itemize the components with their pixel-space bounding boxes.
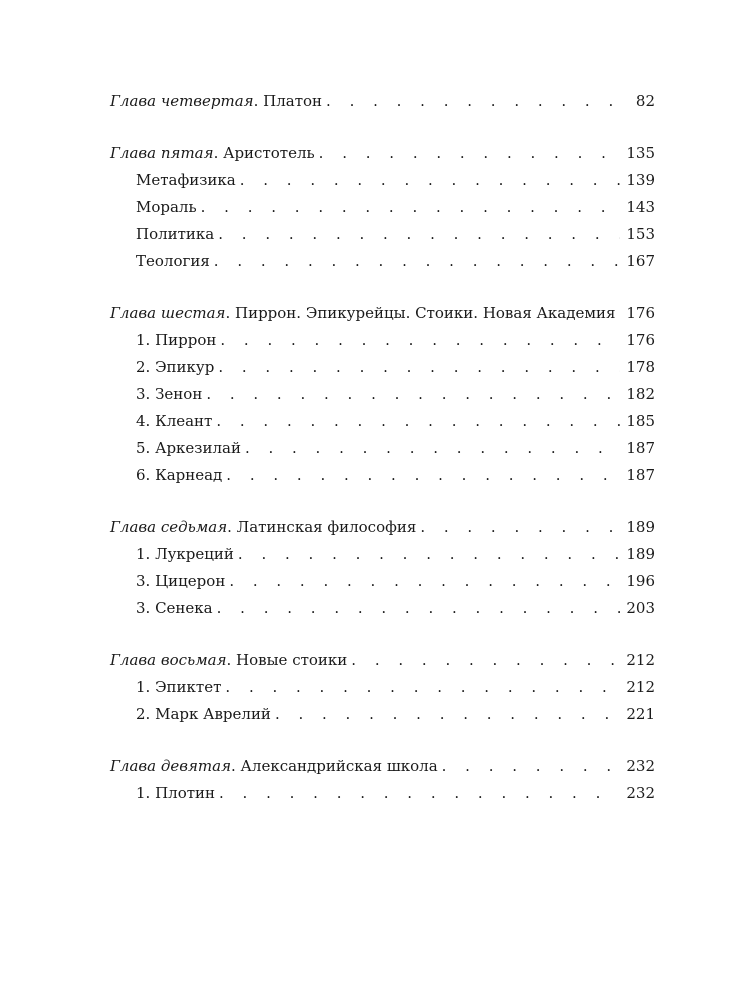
page-number: 212 xyxy=(626,651,655,669)
chapter-heading xyxy=(110,88,322,115)
dot-leader xyxy=(218,354,620,381)
chapter-heading xyxy=(110,140,315,167)
item-label: 1. Пиррон xyxy=(136,331,217,349)
dot-leader xyxy=(326,88,627,115)
page-number: 182 xyxy=(626,385,655,403)
page-number: 176 xyxy=(626,331,655,349)
toc-chapter-9 xyxy=(110,753,655,780)
dot-leader xyxy=(225,674,620,701)
dot-leader xyxy=(442,753,621,780)
toc-item xyxy=(110,248,655,275)
page-number: 139 xyxy=(626,171,655,189)
toc-item xyxy=(110,674,655,701)
item-label: 5. Аркезилай xyxy=(136,439,241,457)
item-label: 6. Карнеад xyxy=(136,466,223,484)
chapter-word: Глава шестая xyxy=(110,304,226,322)
chapter-title: . Новые стоики xyxy=(226,651,348,669)
toc-chapter-5 xyxy=(110,140,655,167)
chapter-word: Глава девятая xyxy=(110,757,232,775)
item-label: 1. Эпиктет xyxy=(136,678,222,696)
page-number: 185 xyxy=(626,412,655,430)
page-number: 153 xyxy=(626,225,655,243)
dot-leader xyxy=(214,248,621,275)
chapter-title: . Аристотель xyxy=(213,144,315,162)
toc-item xyxy=(110,435,655,462)
toc-item xyxy=(110,780,655,807)
chapter-word: Глава четвертая xyxy=(110,92,254,110)
item-label: 3. Зенон xyxy=(136,385,203,403)
page-number: 189 xyxy=(626,545,655,563)
chapter-title: . Александрийская школа xyxy=(231,757,438,775)
page-number: 167 xyxy=(626,252,655,270)
chapter-word: Глава пятая xyxy=(110,144,214,162)
toc-item xyxy=(110,595,655,622)
toc-item xyxy=(110,701,655,728)
toc-chapter-7 xyxy=(110,514,655,541)
dot-leader xyxy=(319,140,621,167)
page-number: 232 xyxy=(626,757,655,775)
dot-leader xyxy=(229,568,620,595)
chapter-heading xyxy=(110,753,438,780)
page-number: 232 xyxy=(626,784,655,802)
item-label: 2. Марк Аврелий xyxy=(136,705,271,723)
page-number: 82 xyxy=(635,92,655,110)
toc-item xyxy=(110,194,655,221)
toc-item xyxy=(110,408,655,435)
toc-chapter-6 xyxy=(110,300,655,327)
dot-leader xyxy=(619,300,620,327)
page-number: 187 xyxy=(626,439,655,457)
chapter-title: . Пиррон. Эпикурейцы. Стоики. Новая Академия xyxy=(225,304,616,322)
page-number: 178 xyxy=(626,358,655,376)
toc-item xyxy=(110,327,655,354)
toc-item xyxy=(110,541,655,568)
table-of-contents xyxy=(110,88,655,807)
chapter-heading xyxy=(110,514,416,541)
chapter-heading xyxy=(110,647,347,674)
chapter-title: . Латинская философия xyxy=(227,518,417,536)
dot-leader xyxy=(245,435,620,462)
item-label: Теология xyxy=(136,252,210,270)
dot-leader xyxy=(217,595,621,622)
page-number: 196 xyxy=(626,572,655,590)
chapter-heading xyxy=(110,300,615,327)
page-number: 189 xyxy=(626,518,655,536)
dot-leader xyxy=(219,780,620,807)
dot-leader xyxy=(206,381,620,408)
toc-item xyxy=(110,568,655,595)
item-label: 1. Плотин xyxy=(136,784,216,802)
item-label: 1. Лукреций xyxy=(136,545,234,563)
dot-leader xyxy=(216,408,620,435)
dot-leader xyxy=(226,462,620,489)
page-number: 143 xyxy=(626,198,655,216)
toc-item xyxy=(110,381,655,408)
toc-item xyxy=(110,167,655,194)
page-number: 187 xyxy=(626,466,655,484)
toc-item xyxy=(110,221,655,248)
item-label: 3. Цицерон xyxy=(136,572,226,590)
toc-chapter-4 xyxy=(110,88,655,115)
page-number: 221 xyxy=(626,705,655,723)
chapter-title: . Платон xyxy=(253,92,323,110)
page-number: 203 xyxy=(626,599,655,617)
dot-leader xyxy=(275,701,620,728)
dot-leader xyxy=(240,167,621,194)
dot-leader xyxy=(420,514,620,541)
item-label: 4. Клеант xyxy=(136,412,213,430)
item-label: 2. Эпикур xyxy=(136,358,215,376)
dot-leader xyxy=(351,647,620,674)
page-number: 212 xyxy=(626,678,655,696)
toc-item xyxy=(110,354,655,381)
item-label: Политика xyxy=(136,225,215,243)
dot-leader xyxy=(220,327,620,354)
item-label: Метафизика xyxy=(136,171,236,189)
item-label: Мораль xyxy=(136,198,197,216)
toc-item xyxy=(110,462,655,489)
toc-chapter-8 xyxy=(110,647,655,674)
chapter-word: Глава седьмая xyxy=(110,518,228,536)
dot-leader xyxy=(238,541,620,568)
item-label: 3. Сенека xyxy=(136,599,213,617)
page-number: 135 xyxy=(626,144,655,162)
dot-leader xyxy=(201,194,621,221)
chapter-word: Глава восьмая xyxy=(110,651,227,669)
dot-leader xyxy=(218,221,620,248)
page-number: 176 xyxy=(626,304,655,322)
